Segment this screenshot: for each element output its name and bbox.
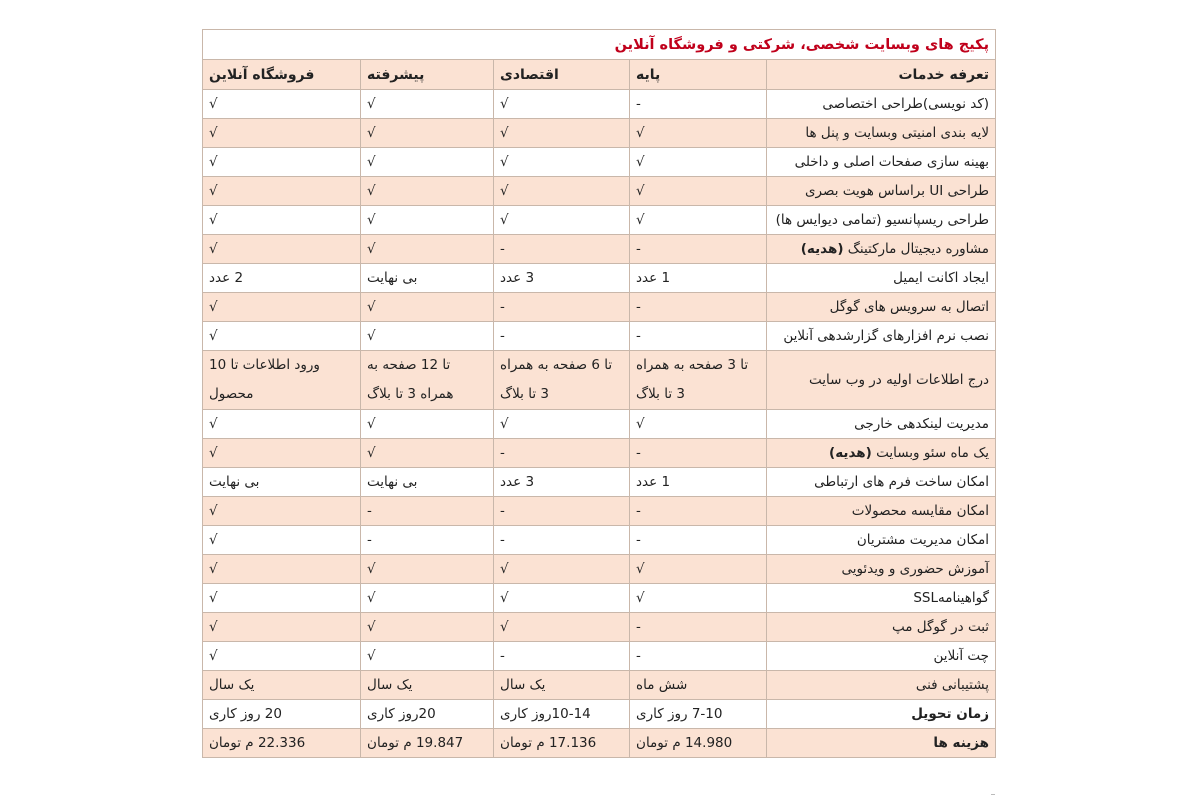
- value-cell-economy: -: [494, 293, 630, 322]
- value-cell-basic: -: [630, 497, 767, 526]
- value-cell-shop: √: [203, 322, 361, 351]
- value-cell-basic: 14.980 م تومان: [630, 729, 767, 758]
- value-cell-advanced: √: [361, 148, 494, 177]
- value-cell-economy: √: [494, 613, 630, 642]
- service-label: گواهینامهSSL: [913, 590, 990, 606]
- value-cell-basic: -: [630, 235, 767, 264]
- value-cell-basic: تا 3 صفحه به همراه 3 تا بلاگ: [630, 351, 767, 410]
- service-cell: [767, 439, 996, 468]
- value-cell-economy: √: [494, 555, 630, 584]
- value-cell-shop: √: [203, 526, 361, 555]
- service-cell: [767, 119, 996, 148]
- value-cell-economy: -: [494, 497, 630, 526]
- service-cell: [767, 584, 996, 613]
- service-cell: [767, 148, 996, 177]
- service-cell: [767, 497, 996, 526]
- value-cell-shop: √: [203, 642, 361, 671]
- value-cell-advanced: بی نهایت: [361, 264, 494, 293]
- value-cell-advanced: √: [361, 584, 494, 613]
- value-cell-economy: √: [494, 90, 630, 119]
- value-cell-basic: 1 عدد: [630, 468, 767, 497]
- value-cell-economy: -: [494, 235, 630, 264]
- value-cell-basic: √: [630, 148, 767, 177]
- value-cell-economy: 10-14روز کاری: [494, 700, 630, 729]
- table-row: [203, 410, 996, 439]
- table-row: [203, 177, 996, 206]
- table-row: [203, 235, 996, 264]
- service-label: مدیریت لینکدهی خارجی: [854, 416, 990, 432]
- pricing-table-container: [202, 29, 995, 758]
- value-cell-basic: √: [630, 119, 767, 148]
- value-cell-economy: یک سال: [494, 671, 630, 700]
- table-row: [203, 293, 996, 322]
- service-label: طراحی UI براساس هویت بصری: [804, 183, 990, 199]
- value-cell-advanced: 19.847 م تومان: [361, 729, 494, 758]
- value-cell-economy: 3 عدد: [494, 468, 630, 497]
- value-cell-basic: √: [630, 555, 767, 584]
- service-label: زمان تحویل: [911, 706, 990, 722]
- table-row: [203, 555, 996, 584]
- value-cell-economy: -: [494, 439, 630, 468]
- service-label: آموزش حضوری و ویدئویی: [841, 561, 990, 577]
- value-cell-economy: 3 عدد: [494, 264, 630, 293]
- value-cell-economy: تا 6 صفحه به همراه 3 تا بلاگ: [494, 351, 630, 410]
- value-cell-shop: √: [203, 497, 361, 526]
- value-cell-advanced: √: [361, 410, 494, 439]
- service-cell: [767, 206, 996, 235]
- gift-label: (هدیه): [800, 241, 844, 257]
- service-label: نصب نرم افزارهای گزارشدهی آنلاین: [783, 328, 990, 344]
- service-cell: [767, 700, 996, 729]
- value-cell-shop: √: [203, 555, 361, 584]
- value-cell-shop: √: [203, 293, 361, 322]
- service-cell: [767, 293, 996, 322]
- value-cell-economy: √: [494, 206, 630, 235]
- value-cell-shop: √: [203, 584, 361, 613]
- table-row: [203, 90, 996, 119]
- value-cell-shop: 20 روز کاری: [203, 700, 361, 729]
- table-row: [203, 264, 996, 293]
- table-row: [203, 119, 996, 148]
- service-cell: [767, 351, 996, 410]
- value-cell-economy: √: [494, 119, 630, 148]
- value-cell-basic: -: [630, 322, 767, 351]
- value-cell-advanced: √: [361, 613, 494, 642]
- service-label: یک ماه سئو وبسایت: [876, 445, 990, 461]
- value-cell-shop: یک سال: [203, 671, 361, 700]
- table-title: پکیج های وبسایت شخصی، شرکتی و فروشگاه آنلاین: [203, 30, 996, 60]
- value-cell-shop: ورود اطلاعات تا 10 محصول: [203, 351, 361, 410]
- value-cell-basic: شش ماه: [630, 671, 767, 700]
- service-label: (کد نویسی)طراحی اختصاصی: [822, 96, 990, 112]
- service-cell: [767, 177, 996, 206]
- service-cell: [767, 526, 996, 555]
- pricing-table: [202, 29, 996, 758]
- table-row: [203, 468, 996, 497]
- value-cell-economy: √: [494, 410, 630, 439]
- service-cell: [767, 264, 996, 293]
- service-cell: [767, 410, 996, 439]
- table-row: [203, 700, 996, 729]
- service-label: ایجاد اکانت ایمیل: [893, 270, 990, 286]
- service-cell: [767, 322, 996, 351]
- table-row: [203, 613, 996, 642]
- table-row: [203, 439, 996, 468]
- service-label: چت آنلاین: [933, 648, 990, 664]
- value-cell-economy: √: [494, 148, 630, 177]
- value-cell-advanced: -: [361, 526, 494, 555]
- value-cell-advanced: -: [361, 497, 494, 526]
- value-cell-shop: √: [203, 410, 361, 439]
- header-row: [203, 60, 996, 90]
- value-cell-economy: -: [494, 322, 630, 351]
- service-label: بهینه سازی صفحات اصلی و داخلی: [794, 154, 990, 170]
- value-cell-basic: 1 عدد: [630, 264, 767, 293]
- table-row: [203, 206, 996, 235]
- value-cell-basic: -: [630, 293, 767, 322]
- value-cell-basic: -: [630, 613, 767, 642]
- service-label: ثبت در گوگل مپ: [892, 619, 990, 635]
- value-cell-advanced: √: [361, 177, 494, 206]
- header-economy: اقتصادی: [494, 60, 630, 90]
- value-cell-advanced: بی نهایت: [361, 468, 494, 497]
- value-cell-advanced: √: [361, 642, 494, 671]
- table-body: [203, 90, 996, 758]
- value-cell-advanced: یک سال: [361, 671, 494, 700]
- service-cell: [767, 729, 996, 758]
- value-cell-advanced: √: [361, 439, 494, 468]
- header-shop: فروشگاه آنلاین: [203, 60, 361, 90]
- service-label: پشتیبانی فنی: [915, 677, 990, 693]
- service-cell: [767, 642, 996, 671]
- service-cell: [767, 235, 996, 264]
- value-cell-basic: -: [630, 439, 767, 468]
- header-advanced: پیشرفته: [361, 60, 494, 90]
- table-row: [203, 729, 996, 758]
- service-label: طراحی ریسپانسیو (تمامی دیوایس ها): [775, 212, 990, 228]
- value-cell-advanced: √: [361, 555, 494, 584]
- service-cell: [767, 90, 996, 119]
- value-cell-shop: بی نهایت: [203, 468, 361, 497]
- table-row: [203, 642, 996, 671]
- value-cell-economy: -: [494, 526, 630, 555]
- value-cell-shop: √: [203, 90, 361, 119]
- value-cell-economy: -: [494, 642, 630, 671]
- service-label: امکان مقایسه محصولات: [851, 503, 990, 519]
- service-label: امکان مدیریت مشتریان: [856, 532, 990, 548]
- service-cell: [767, 613, 996, 642]
- service-cell: [767, 555, 996, 584]
- value-cell-advanced: √: [361, 119, 494, 148]
- value-cell-advanced: تا 12 صفحه به همراه 3 تا بلاگ: [361, 351, 494, 410]
- value-cell-economy: √: [494, 584, 630, 613]
- service-cell: [767, 671, 996, 700]
- value-cell-shop: √: [203, 119, 361, 148]
- value-cell-economy: √: [494, 177, 630, 206]
- value-cell-shop: 22.336 م تومان: [203, 729, 361, 758]
- value-cell-advanced: √: [361, 293, 494, 322]
- value-cell-basic: 7-10 روز کاری: [630, 700, 767, 729]
- value-cell-advanced: √: [361, 206, 494, 235]
- value-cell-advanced: √: [361, 322, 494, 351]
- table-row: [203, 526, 996, 555]
- service-label: مشاوره دیجیتال مارکتینگ: [847, 241, 990, 257]
- table-row: [203, 351, 996, 410]
- service-label: اتصال به سرویس های گوگل: [829, 299, 990, 315]
- table-row: [203, 584, 996, 613]
- table-row: [203, 671, 996, 700]
- value-cell-shop: √: [203, 235, 361, 264]
- service-label: امکان ساخت فرم های ارتباطی: [814, 474, 990, 490]
- value-cell-shop: √: [203, 206, 361, 235]
- value-cell-advanced: √: [361, 235, 494, 264]
- value-cell-basic: √: [630, 177, 767, 206]
- gift-label: (هدیه): [829, 445, 872, 461]
- value-cell-basic: -: [630, 526, 767, 555]
- value-cell-economy: 17.136 م تومان: [494, 729, 630, 758]
- service-cell: [767, 468, 996, 497]
- value-cell-advanced: √: [361, 90, 494, 119]
- value-cell-shop: √: [203, 439, 361, 468]
- value-cell-advanced: 20روز کاری: [361, 700, 494, 729]
- value-cell-basic: √: [630, 206, 767, 235]
- page-corner-mark: [991, 794, 995, 795]
- value-cell-shop: 2 عدد: [203, 264, 361, 293]
- service-label: درج اطلاعات اولیه در وب سایت: [809, 371, 990, 388]
- value-cell-basic: √: [630, 584, 767, 613]
- value-cell-shop: √: [203, 177, 361, 206]
- table-row: [203, 148, 996, 177]
- value-cell-basic: -: [630, 642, 767, 671]
- value-cell-shop: √: [203, 148, 361, 177]
- value-cell-basic: √: [630, 410, 767, 439]
- value-cell-basic: -: [630, 90, 767, 119]
- service-label: لایه بندی امنیتی وبسایت و پنل ها: [805, 125, 990, 141]
- header-basic: پایه: [630, 60, 767, 90]
- header-service: تعرفه خدمات: [767, 60, 996, 90]
- service-label: هزینه ها: [933, 735, 990, 751]
- value-cell-shop: √: [203, 613, 361, 642]
- table-row: [203, 322, 996, 351]
- table-row: [203, 497, 996, 526]
